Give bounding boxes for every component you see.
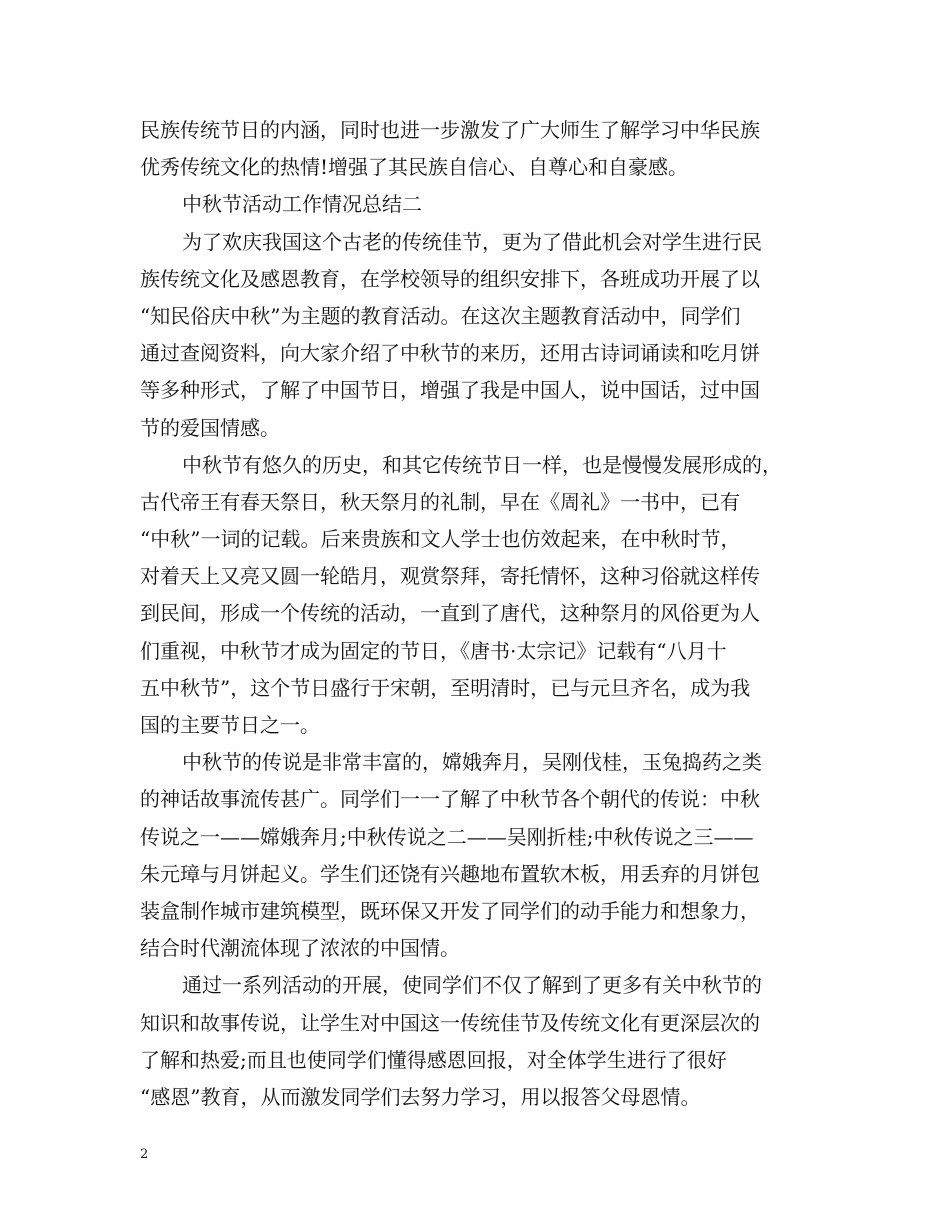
text-line: 到民间，形成一个传统的活动，一直到了唐代，这种祭月的风俗更为人 <box>140 601 760 626</box>
text-line: 朱元璋与月饼起义。学生们还饶有兴趣地布置软木板，用丢弃的月饼包 <box>140 861 760 886</box>
text-line: 们重视，中秋节才成为固定的节日，《唐书·太宗记》记载有“八月十 <box>140 638 727 663</box>
text-line: 中秋节有悠久的历史，和其它传统节日一样，也是慢慢发展形成的， <box>182 452 782 477</box>
text-line: 节的爱国情感。 <box>140 415 280 440</box>
page-number: 2 <box>140 1147 149 1162</box>
text-line: 族传统文化及感恩教育，在学校领导的组织安排下，各班成功开展了以 <box>140 266 760 291</box>
body-text <box>140 112 830 1116</box>
text-line: “知民俗庆中秋”为主题的教育活动。在这次主题教育活动中，同学们 <box>140 303 741 328</box>
text-line: 国的主要节日之一。 <box>140 713 320 737</box>
text-line: 通过一系列活动的开展，使同学们不仅了解到了更多有关中秋节的 <box>182 973 762 998</box>
text-line: 优秀传统文化的热情!增强了其民族自信心、自尊心和自豪感。 <box>140 155 689 180</box>
text-line: 传说之一——嫦娥奔月;中秋传说之二——吴刚折桂;中秋传说之三—— <box>140 824 754 849</box>
text-line: “中秋”一词的记载。后来贵族和文人学士也仿效起来，在中秋时节， <box>140 527 741 552</box>
text-line: 民族传统节日的内涵，同时也进一步激发了广大师生了解学习中华民族 <box>140 118 760 142</box>
text-line: 中秋节的传说是非常丰富的，嫦娥奔月，吴刚伐桂，玉兔捣药之类 <box>182 750 762 775</box>
text-line: 结合时代潮流体现了浓浓的中国情。 <box>140 936 460 961</box>
text-line: 的神话故事流传甚广。同学们一一了解了中秋节各个朝代的传说：中秋 <box>140 787 760 812</box>
text-line: 对着天上又亮又圆一轮皓月，观赏祭拜，寄托情怀，这种习俗就这样传 <box>140 564 760 589</box>
text-line: 古代帝王有春天祭日，秋天祭月的礼制，早在《周礼》一书中，已有 <box>140 489 740 514</box>
text-line: 知识和故事传说，让学生对中国这一传统佳节及传统文化有更深层次的 <box>140 1010 760 1035</box>
text-line: 通过查阅资料，向大家介绍了中秋节的来历，还用古诗词诵读和吃月饼 <box>140 341 760 366</box>
text-line: “感恩”教育，从而激发同学们去努力学习，用以报答父母恩情。 <box>140 1084 701 1109</box>
text-line: 等多种形式，了解了中国节日，增强了我是中国人，说中国话，过中国 <box>140 378 760 403</box>
text-line: 五中秋节”，这个节日盛行于宋朝，至明清时，已与元旦齐名，成为我 <box>140 675 751 700</box>
text-line: 装盒制作城市建筑模型，既环保又开发了同学们的动手能力和想象力， <box>140 898 760 923</box>
text-line: 为了欢庆我国这个古老的传统佳节，更为了借此机会对学生进行民 <box>182 229 762 254</box>
text-line: 了解和热爱;而且也使同学们懂得感恩回报，对全体学生进行了很好 <box>140 1047 727 1072</box>
text-line: 中秋节活动工作情况总结二 <box>182 192 422 217</box>
